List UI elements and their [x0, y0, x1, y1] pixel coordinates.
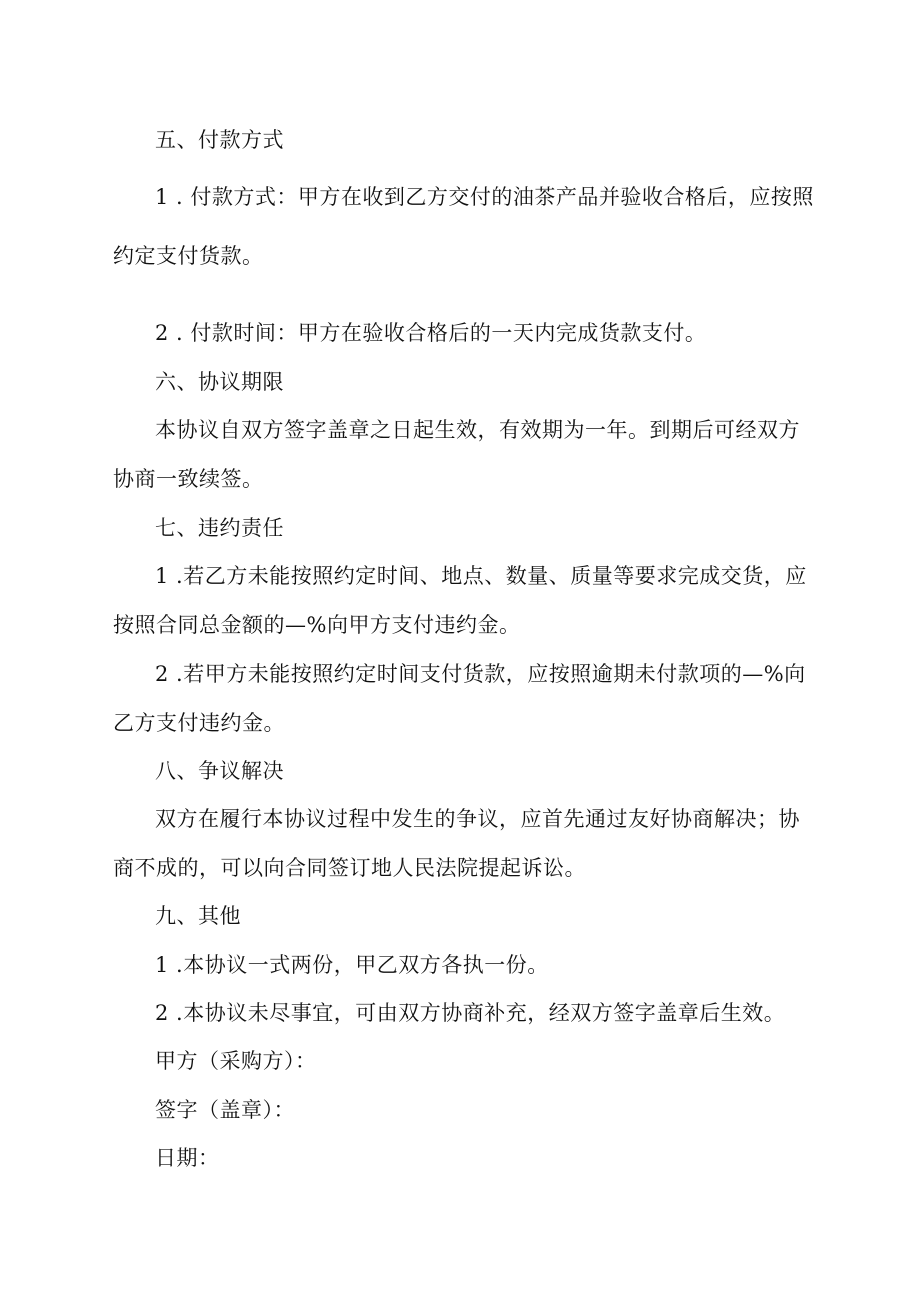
section7-item2-line1: 2 .若甲方未能按照约定时间支付货款，应按照逾期未付款项的—%向	[155, 662, 806, 686]
section5-item1-line1: 1 . 付款方式：甲方在收到乙方交付的油茶产品并验收合格后，应按照	[155, 185, 814, 209]
signature-party-a: 甲方（采购方）：	[155, 1049, 317, 1073]
section8-heading: 八、争议解决	[155, 759, 284, 783]
signature-sign: 签字（盖章）：	[155, 1098, 295, 1122]
section7-heading: 七、违约责任	[155, 516, 284, 540]
section5-item1-line2: 约定支付货款。	[113, 244, 264, 268]
section5-item2: 2 . 付款时间：甲方在验收合格后的一天内完成货款支付。	[155, 321, 707, 345]
section6-para-line1: 本协议自双方签字盖章之日起生效，有效期为一年。到期后可经双方	[155, 418, 800, 442]
section8-para-line1: 双方在履行本协议过程中发生的争议，应首先通过友好协商解决；协	[155, 807, 800, 831]
section7-item1-line2: 按照合同总金额的—%向甲方支付违约金。	[113, 613, 521, 637]
section6-heading: 六、协议期限	[155, 370, 284, 394]
section9-item1: 1 .本协议一式两份，甲乙双方各执一份。	[155, 953, 549, 977]
section8-para-line2: 商不成的，可以向合同签订地人民法院提起诉讼。	[113, 856, 586, 880]
section7-item1-line1: 1 .若乙方未能按照约定时间、地点、数量、质量等要求完成交货，应	[155, 564, 807, 588]
signature-date: 日期：	[155, 1146, 220, 1170]
section9-heading: 九、其他	[155, 904, 241, 928]
section5-heading: 五、付款方式	[155, 128, 284, 152]
section7-item2-line2: 乙方支付违约金。	[113, 711, 285, 735]
section6-para-line2: 协商一致续签。	[113, 467, 264, 491]
section9-item2: 2 .本协议未尽事宜，可由双方协商补充，经双方签字盖章后生效。	[155, 1001, 786, 1025]
